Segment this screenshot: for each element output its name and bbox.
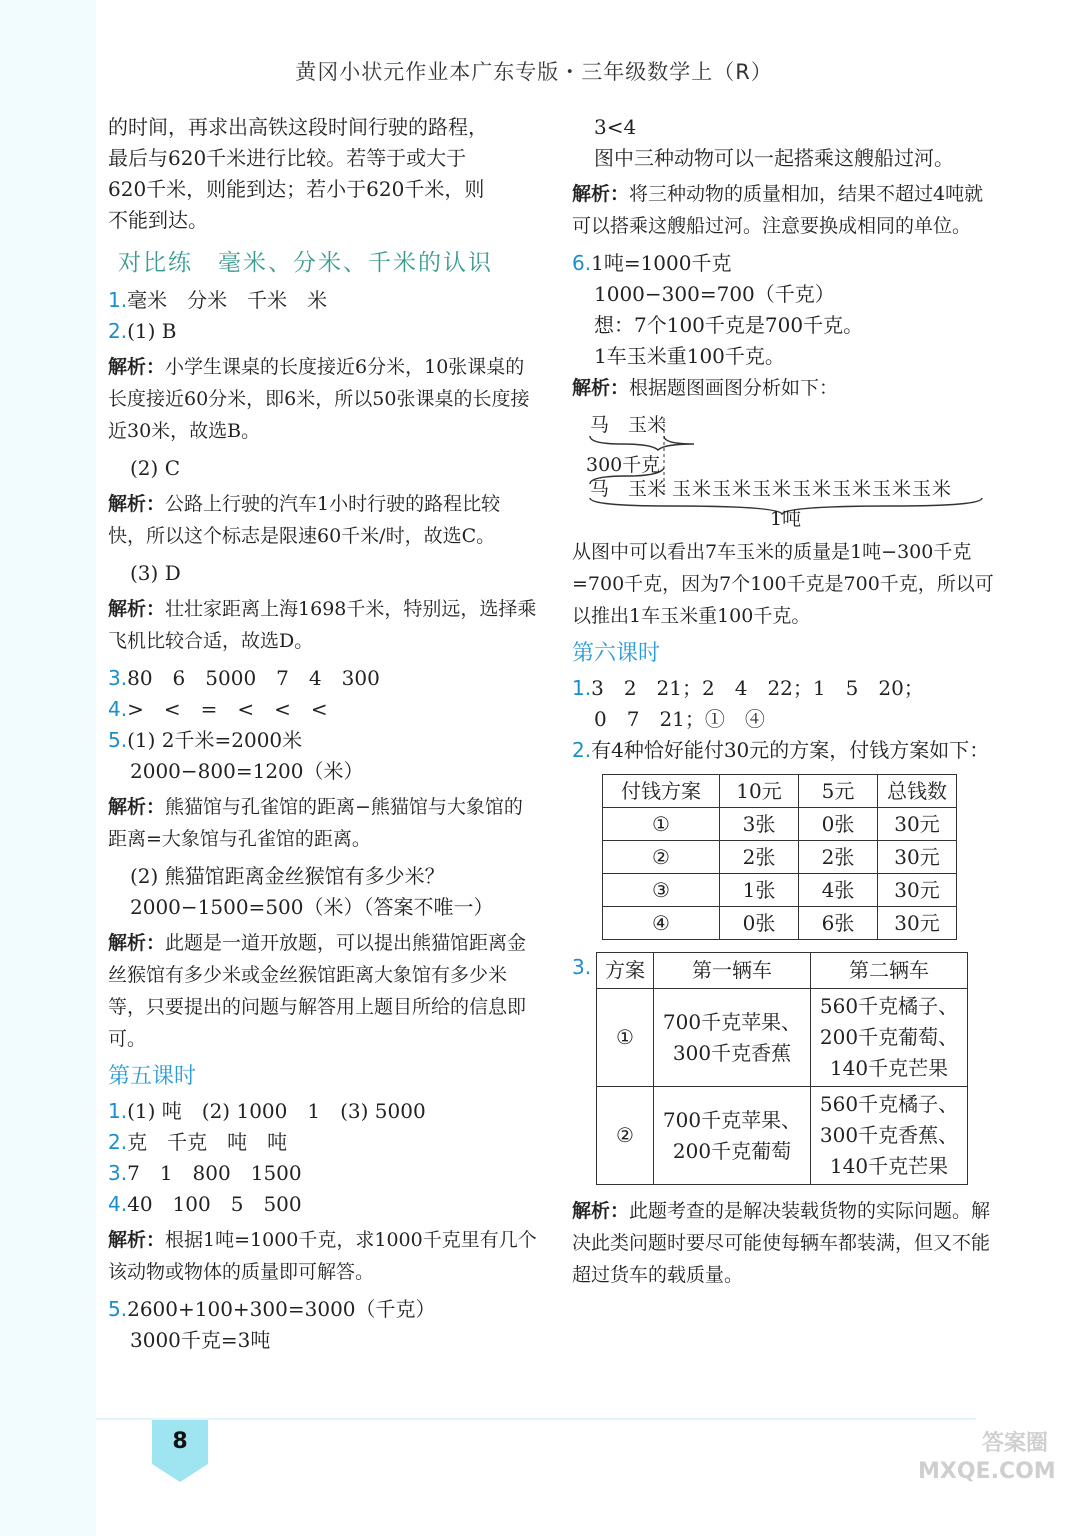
page-number: 8 — [152, 1420, 208, 1464]
table-header: 第二辆车 — [811, 953, 968, 989]
table-row — [603, 808, 957, 841]
answer-text: 1吨=1000千克 — [591, 251, 732, 275]
answer-text: (1) B — [127, 319, 177, 343]
answer-text: 克 千克 吨 吨 — [127, 1130, 288, 1154]
answer-line: 2000−800=1200（米） — [130, 759, 364, 783]
table-cell: 0张 — [720, 907, 799, 940]
question-3 — [108, 663, 538, 694]
analysis — [108, 791, 538, 855]
analysis-text: 熊猫馆与孔雀馆的距离−熊猫馆与大象馆的距离=大象馆与孔雀馆的距离。 — [108, 796, 523, 850]
analysis-text: 根据1吨=1000千克，求1000千克里有几个该动物或物体的质量即可解答。 — [108, 1229, 537, 1283]
question-1 — [572, 673, 1002, 704]
intro-line: 620千米，则能到达；若小于620千米，则 — [108, 177, 485, 201]
question-number: 6. — [572, 251, 592, 275]
question-number: 3. — [572, 955, 592, 979]
table-header: 总钱数 — [878, 775, 957, 808]
analysis-label: 解析： — [108, 796, 166, 818]
analysis — [108, 351, 538, 447]
question-5 — [108, 1294, 538, 1325]
table-header-row — [603, 775, 957, 808]
table-header: 付钱方案 — [603, 775, 720, 808]
table-row — [597, 989, 968, 1087]
table-cell: ① — [597, 989, 654, 1087]
table-header: 5元 — [799, 775, 878, 808]
table-cell: 30元 — [878, 907, 957, 940]
question-4 — [108, 1189, 538, 1220]
answer-line: 2000−1500=500（米）（答案不唯一） — [130, 895, 494, 919]
question-number: 2. — [108, 319, 128, 343]
answer-text: 80 6 5000 7 4 300 — [127, 666, 380, 690]
table-cell: 560千克橘子、 200千克葡萄、 140千克芒果 — [811, 989, 968, 1087]
table-cell: ① — [603, 808, 720, 841]
question-2 — [108, 1127, 538, 1158]
question-number: 5. — [108, 728, 128, 752]
question-3 — [108, 1158, 538, 1189]
analysis-text: 根据题图画图分析如下： — [629, 377, 839, 399]
table-header: 第一辆车 — [654, 953, 811, 989]
answer-line: 图中三种动物可以一起搭乘这艘船过河。 — [594, 146, 954, 170]
watermark-logo — [918, 1430, 1056, 1520]
line-segment-diagram — [572, 408, 992, 528]
table-cell: ② — [597, 1087, 654, 1185]
question-4 — [108, 694, 538, 725]
question-number: 4. — [108, 1192, 128, 1216]
analysis-text: 将三种动物的质量相加，结果不超过4吨就可以搭乘这艘船过河。注意要换成相同的单位。 — [572, 183, 984, 237]
analysis — [108, 927, 538, 1055]
diagram-total-label: 1吨 — [770, 508, 802, 530]
question-2 — [108, 316, 538, 347]
answer-line: 1车玉米重100千克。 — [594, 344, 785, 368]
table-cell: 4张 — [799, 874, 878, 907]
diagram-top-label: 马 玉米 — [590, 414, 667, 436]
answer-text: 2600+100+300=3000（千克） — [127, 1297, 436, 1321]
subsection-title: 对比练 毫米、分米、千米的认识 — [118, 250, 493, 276]
question-number: 3. — [108, 666, 128, 690]
answer-line: 想：7个100千克是700千克。 — [594, 313, 864, 337]
page-sidebar — [0, 0, 96, 1536]
table-cell: 0张 — [799, 808, 878, 841]
table-cell: 560千克橘子、 300千克香蕉、 140千克芒果 — [811, 1087, 968, 1185]
table-cell: 30元 — [878, 808, 957, 841]
table-cell: 3张 — [720, 808, 799, 841]
right-column — [572, 112, 1002, 1291]
answer-text: 毫米 分米 千米 米 — [127, 288, 328, 312]
left-column — [108, 112, 538, 1356]
section-title: 第五课时 — [108, 1064, 197, 1089]
question-5 — [108, 725, 538, 756]
table-row — [597, 1087, 968, 1185]
table-header: 10元 — [720, 775, 799, 808]
table-row — [603, 841, 957, 874]
analysis-text: 此题考查的是解决装载货物的实际问题。解决此类问题时要尽可能使每辆车都装满，但又不能超过货车的载质量。 — [572, 1200, 991, 1286]
table-cell: 2张 — [720, 841, 799, 874]
question-number: 2. — [108, 1130, 128, 1154]
intro-line: 的时间，再求出高铁这段时间行驶的路程， — [108, 115, 488, 139]
answer-line: (2) 熊猫馆距离金丝猴馆有多少米？ — [130, 864, 445, 888]
table-cell: ④ — [603, 907, 720, 940]
analysis — [108, 488, 538, 552]
diagram-weight-label: 300千克 — [586, 454, 661, 476]
answer-line: 3000千克=3吨 — [130, 1328, 271, 1352]
watermark-text: 答案圈 MXQE.COM — [918, 1431, 1056, 1484]
analysis-text: 壮壮家距离上海1698千米，特别远，选择乘飞机比较合适，故选D。 — [108, 598, 537, 652]
analysis-label: 解析： — [108, 1229, 166, 1251]
answer-line: 1000−300=700（千克） — [594, 282, 835, 306]
question-number: 1. — [572, 676, 592, 700]
table-cell: 1张 — [720, 874, 799, 907]
analysis-label: 解析： — [572, 377, 630, 399]
question-number: 1. — [108, 288, 128, 312]
analysis-text: 此题是一道开放题，可以提出熊猫馆距离金丝猴馆有多少米或金丝猴馆距离大象馆有多少米等，只要提出的问题与解答用上题目所给的信息即可。 — [108, 932, 527, 1050]
table-cell: 700千克苹果、 300千克香蕉 — [654, 989, 811, 1087]
analysis-label: 解析： — [108, 932, 166, 954]
answer-line: (2) C — [130, 456, 180, 480]
question-3 — [572, 952, 1002, 1185]
answer-line: (3) D — [130, 561, 181, 585]
answer-text: 3 2 21；2 4 22；1 5 20； — [591, 676, 924, 700]
table-header: 方案 — [597, 953, 654, 989]
answer-text: > < = < < < — [127, 697, 328, 721]
analysis-label: 解析： — [572, 183, 630, 205]
question-2 — [572, 735, 1002, 766]
table-row — [603, 874, 957, 907]
answer-text: (1) 吨 (2) 1000 1 (3) 5000 — [127, 1099, 426, 1123]
table-cell: ② — [603, 841, 720, 874]
answer-text: 有4种恰好能付30元的方案，付钱方案如下： — [591, 738, 990, 762]
diagram-corn-label: 玉米玉米玉米玉米玉米玉米玉米 — [672, 478, 953, 500]
intro-line: 不能到达。 — [108, 208, 208, 232]
answer-text: (1) 2千米=2000米 — [127, 728, 303, 752]
payment-table — [602, 774, 957, 940]
question-number: 3. — [108, 1161, 128, 1185]
table-cell: ③ — [603, 874, 720, 907]
vehicle-table — [596, 952, 968, 1185]
question-number: 5. — [108, 1297, 128, 1321]
divider — [96, 1418, 976, 1420]
table-cell: 700千克苹果、 200千克葡萄 — [654, 1087, 811, 1185]
table-cell: 30元 — [878, 841, 957, 874]
table-header-row — [597, 953, 968, 989]
question-number: 4. — [108, 697, 128, 721]
diagram-bottom-label: 马 玉米 — [590, 478, 667, 500]
analysis-label: 解析： — [572, 1200, 630, 1222]
table-cell: 2张 — [799, 841, 878, 874]
analysis — [572, 372, 1002, 404]
answer-line: 3<4 — [594, 115, 637, 139]
analysis — [108, 593, 538, 657]
question-number: 2. — [572, 738, 592, 762]
analysis — [108, 1224, 538, 1288]
table-cell: 30元 — [878, 874, 957, 907]
question-1 — [108, 1096, 538, 1127]
question-6 — [572, 248, 1002, 279]
section-title: 第六课时 — [572, 641, 661, 666]
analysis-text: 从图中可以看出7车玉米的质量是1吨−300千克=700千克，因为7个100千克是700千克，所以可以推出1车玉米重100千克。 — [572, 541, 994, 627]
intro-line: 最后与620千米进行比较。若等于或大于 — [108, 146, 467, 170]
answer-line: 0 7 21；① ④ — [594, 707, 765, 731]
answer-text: 7 1 800 1500 — [127, 1161, 302, 1185]
analysis — [572, 178, 1002, 242]
analysis-label: 解析： — [108, 493, 166, 515]
analysis-label: 解析： — [108, 598, 166, 620]
question-number: 1. — [108, 1099, 128, 1123]
analysis-label: 解析： — [108, 356, 166, 378]
answer-text: 40 100 5 500 — [127, 1192, 302, 1216]
page-header: 黄冈小状元作业本广东专版・三年级数学上（R） — [295, 60, 773, 84]
analysis-text: 小学生课桌的长度接近6分米，10张课桌的长度接近60分米，即6米，所以50张课桌的长度接近30米，故选B。 — [108, 356, 530, 442]
table-cell: 6张 — [799, 907, 878, 940]
question-1 — [108, 285, 538, 316]
analysis-text: 公路上行驶的汽车1小时行驶的路程比较快，所以这个标志是限速60千米/时，故选C。 — [108, 493, 501, 547]
table-row — [603, 907, 957, 940]
analysis — [572, 1195, 1002, 1291]
